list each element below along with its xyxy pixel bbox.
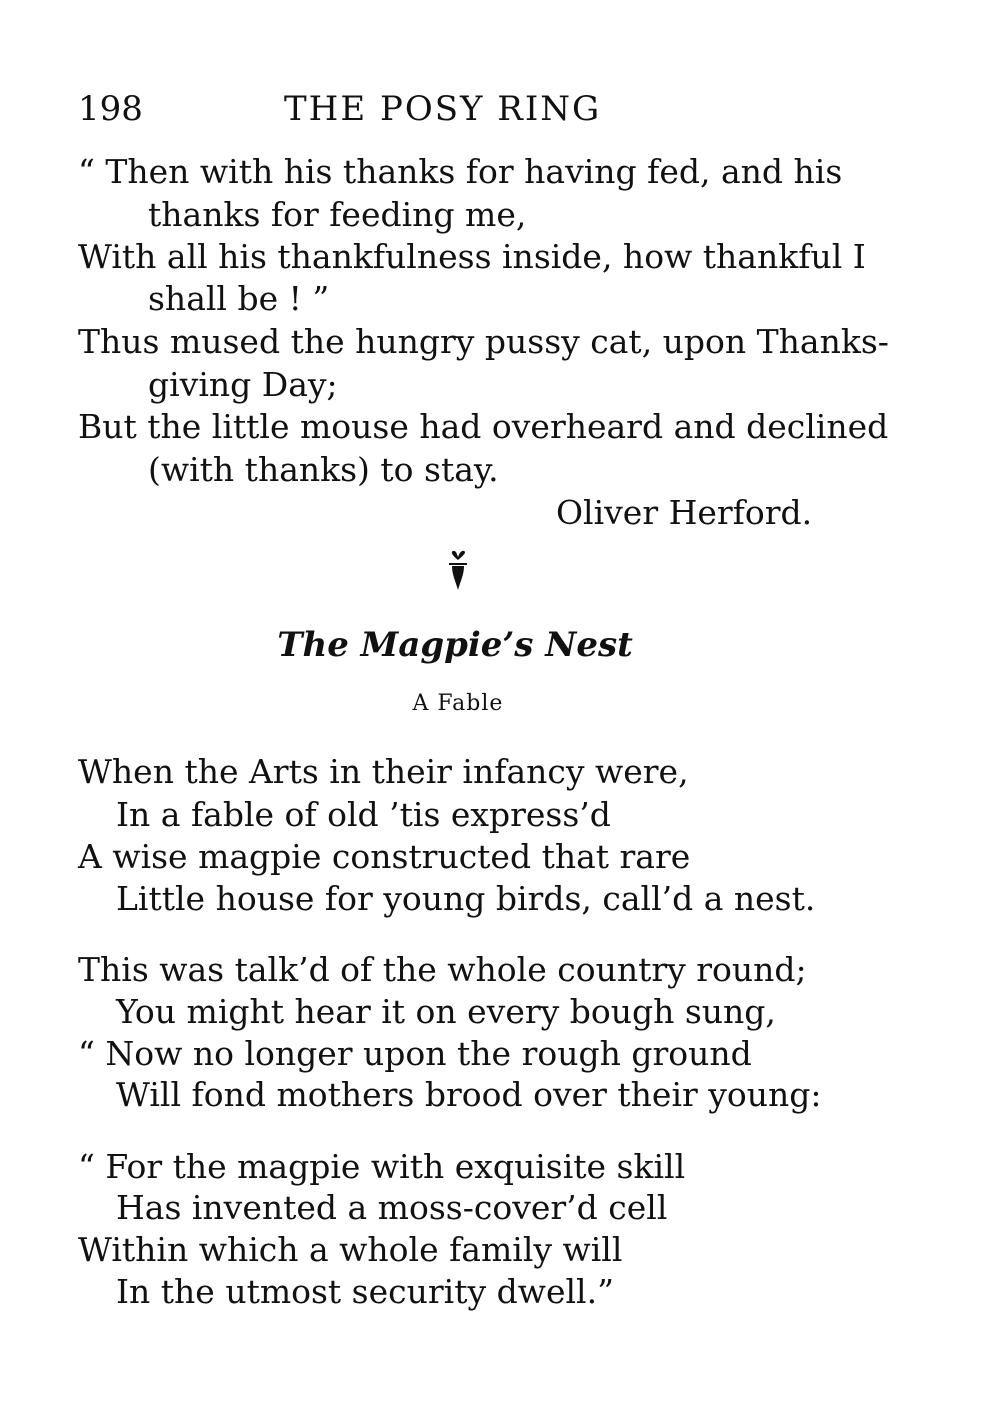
poem-line: You might hear it on every bough sung, — [116, 992, 776, 1031]
poem-line: This was talk’d of the whole country round; — [78, 950, 807, 989]
poem-line: “ For the magpie with exquisite skill — [78, 1147, 686, 1186]
poem-line: thanks for feeding me, — [148, 195, 527, 234]
poem-line: A wise magpie constructed that rare — [78, 837, 691, 876]
poem-line: giving Day; — [148, 365, 338, 404]
poem-line: In the utmost security dwell.” — [116, 1272, 614, 1311]
poem-line: But the little mouse had overheard and declined — [78, 407, 889, 446]
running-head-title: THE POSY RING — [284, 89, 602, 129]
poem-line: In a fable of old ’tis express’d — [116, 795, 611, 834]
poem-line: Little house for young birds, call’d a nest. — [116, 879, 816, 918]
poem-line: shall be ! ” — [148, 279, 330, 318]
poem-author: Oliver Herford. — [556, 493, 813, 532]
poem-line: “ Then with his thanks for having fed, and his — [78, 152, 843, 191]
poem-line: With all his thankfulness inside, how thankful I — [78, 237, 866, 276]
poem-line: Will fond mothers brood over their young: — [116, 1075, 822, 1114]
poem-line: “ Now no longer upon the rough ground — [78, 1034, 752, 1073]
poem-line: (with thanks) to stay. — [148, 450, 499, 489]
poem-line: Has invented a moss-cover’d cell — [116, 1188, 668, 1227]
poem-line: Within which a whole family will — [78, 1230, 623, 1269]
poem-line: When the Arts in their infancy were, — [78, 752, 689, 791]
poem-title: The Magpie’s Nest — [277, 625, 633, 665]
poem-line: Thus mused the hungry pussy cat, upon Thanks- — [78, 322, 889, 361]
page-number: 198 — [78, 89, 143, 129]
poem-subtitle: A Fable — [412, 691, 504, 716]
fleuron-icon — [444, 550, 472, 592]
